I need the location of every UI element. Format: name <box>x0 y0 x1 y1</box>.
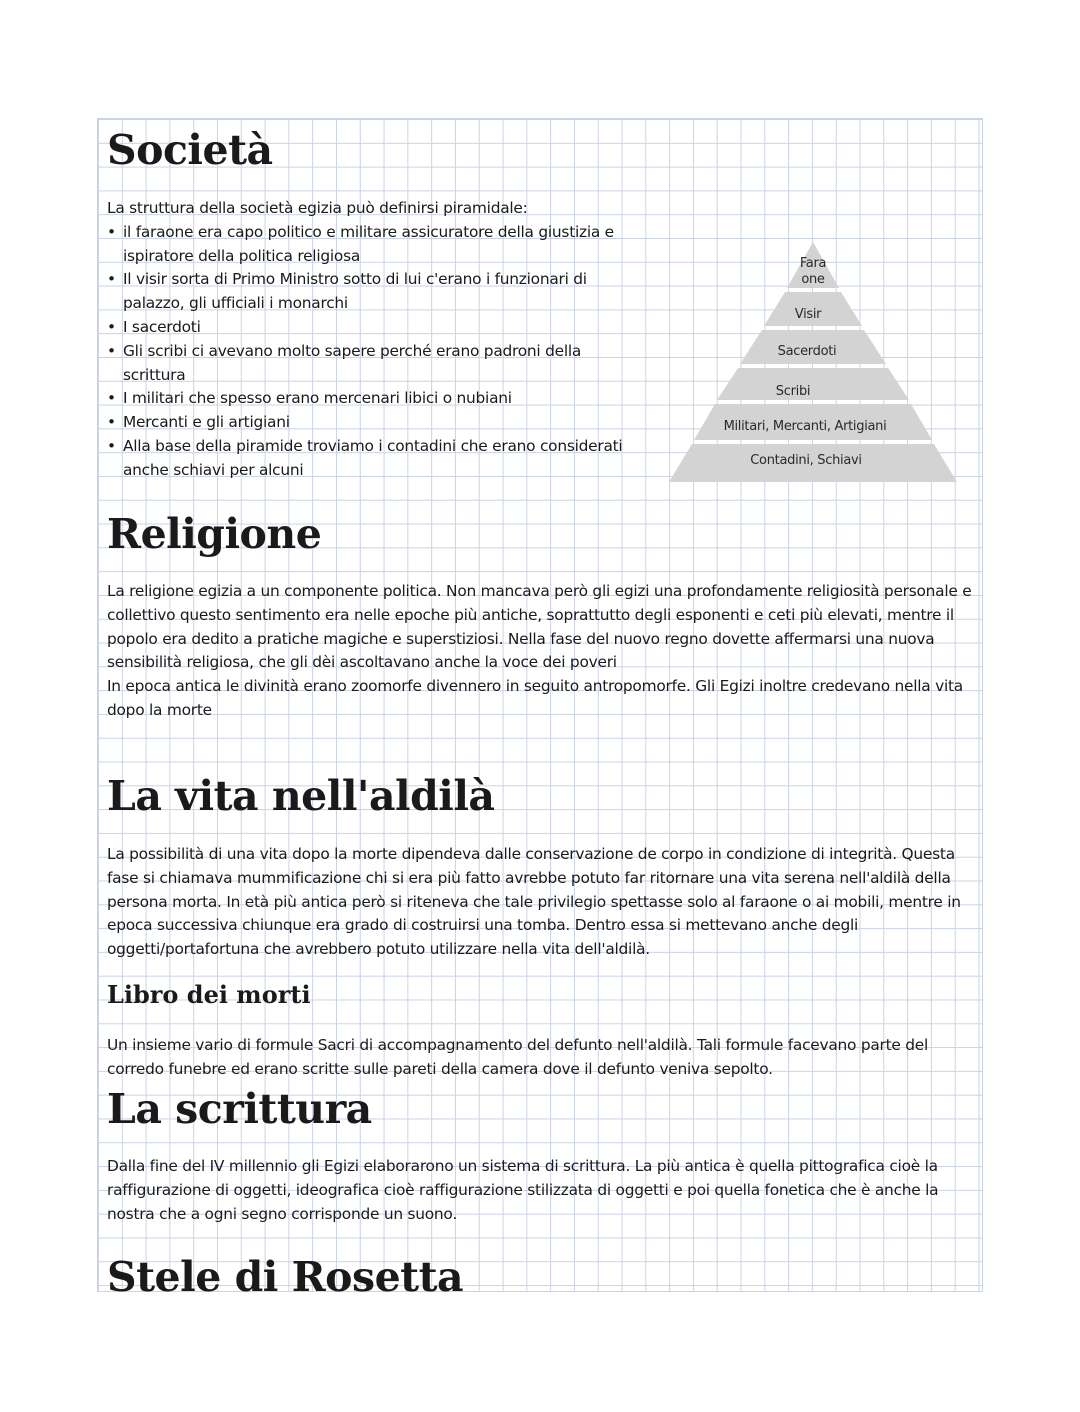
pyramid-level-4 <box>717 368 909 400</box>
writing-paragraph: Dalla fine del IV millennio gli Egizi elaborarono un sistema di scrittura. La più antica è quella pittografica cioè la raffigurazione di oggetti, ideografica cioè raffigurazione stilizzata di oggetti e poi quella fonetica che è anche la nostra che a ogni segno corrisponde un suono. <box>107 1157 939 1223</box>
pyramid-label-contadini: Contadini, Schiavi <box>750 453 862 468</box>
list-item: • Alla base della piramide troviamo i contadini che erano considerati anche schiavi per alcuni <box>107 435 635 483</box>
list-item: • Il visir sorta di Primo Ministro sotto di lui c'erano i funzionari di palazzo, gli ufficiali i monarchi <box>107 268 635 316</box>
book-of-dead-text <box>107 1034 977 1082</box>
writing-text <box>107 1155 977 1226</box>
religion-text <box>107 580 977 723</box>
afterlife-text <box>107 843 977 962</box>
religion-paragraph-1: La religione egizia a un componente politica. Non mancava però gli egizi una profondamente religiosità personale e collettivo questo sentimento era nelle epoche più antiche, soprattutto degli esponenti e ceti più elevati, mentre il popolo era dedito a pratiche magiche e superstiziosi. Nella fase del nuovo regno dovette affermarsi una nuova sensibilità religiosa, che gli dèi ascoltavano anche la voce dei poveri <box>107 582 972 672</box>
list-item: • I militari che spesso erano mercenari libici o nubiani <box>107 387 635 411</box>
pyramid-label-sacerdoti: Sacerdoti <box>777 344 837 359</box>
pyramid-label-faraone: Fara one <box>799 256 827 287</box>
society-intro: La struttura della società egizia può definirsi piramidale: <box>107 199 528 217</box>
pyramid-label-militari: Militari, Mercanti, Artigiani <box>723 419 887 434</box>
pyramid-label-scribi: Scribi <box>775 384 811 399</box>
society-pyramid-diagram <box>655 240 971 484</box>
rosetta-title: Stele di Rosetta <box>107 1253 464 1301</box>
society-list <box>107 221 635 483</box>
book-of-dead-paragraph: Un insieme vario di formule Sacri di accompagnamento del defunto nell'aldilà. Tali formule facevano parte del corredo funebre ed erano scritte sulle pareti della camera dove il defunto veniva sepolto. <box>107 1036 929 1078</box>
list-item: • il faraone era capo politico e militare assicuratore della giustizia e ispiratore della politica religiosa <box>107 221 635 269</box>
book-of-dead-title: Libro dei morti <box>107 980 311 1009</box>
society-title: Società <box>107 126 273 174</box>
pyramid-label-visir: Visir <box>794 307 822 322</box>
religion-paragraph-2: In epoca antica le divinità erano zoomorfe divennero in seguito antropomorfe. Gli Egizi inoltre credevano nella vita dopo la morte <box>107 677 963 719</box>
list-item: • I sacerdoti <box>107 316 635 340</box>
list-item: • Mercanti e gli artigiani <box>107 411 635 435</box>
writing-title: La scrittura <box>107 1085 372 1133</box>
list-item: • Gli scribi ci avevano molto sapere perché erano padroni della scrittura <box>107 340 635 388</box>
afterlife-paragraph: La possibilità di una vita dopo la morte dipendeva dalle conservazione de corpo in condizione di integrità. Questa fase si chiamava mummificazione chi si era più fatto avrebbe potuto far ritornare una vita serena nell'aldilà della persona morta. In età più antica però si riteneva che tale privilegio spettasse solo al faraone o ai mobili, mentre in epoca successiva chiunque era grado di costruirsi una tomba. Dentro essa si mettevano anche degli oggetti/portafortuna che avrebbero potuto utilizzare nella vita dell'aldilà. <box>107 845 961 959</box>
afterlife-title: La vita nell'aldilà <box>107 772 495 820</box>
religion-title: Religione <box>107 510 322 558</box>
